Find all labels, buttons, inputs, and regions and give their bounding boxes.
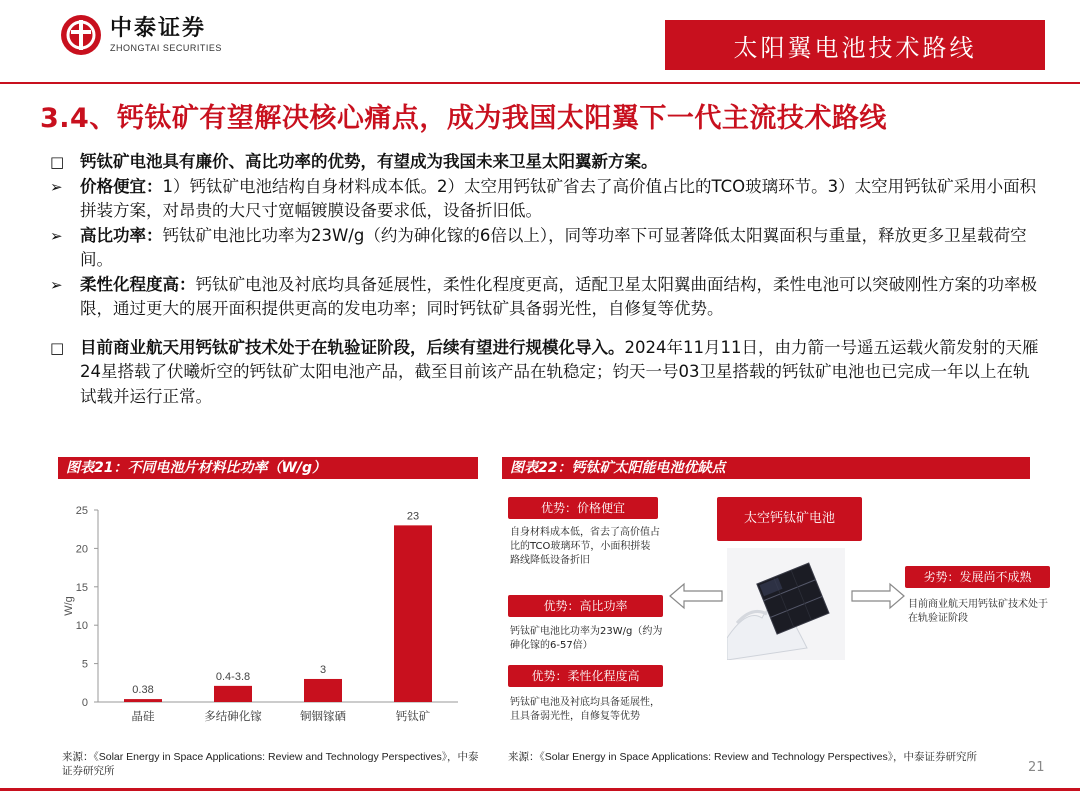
x-tick-label: 多结砷化镓 xyxy=(204,709,262,723)
bar-value-label: 23 xyxy=(406,510,420,523)
advantage-price-desc: 自身材料成本低，省去了高价值占比的TCO玻璃环节，小面积拼装路线降低设备折旧 xyxy=(510,527,660,566)
bar-2 xyxy=(304,679,342,702)
topic-banner: 太阳翼电池技术路线 xyxy=(665,20,1045,70)
disadvantage-desc: 目前商业航天用钙钛矿技术处于在轨验证阶段 xyxy=(908,599,1048,624)
y-tick-label: 20 xyxy=(75,543,88,556)
y-tick-label: 15 xyxy=(75,581,88,594)
sub-bullet-flex-title: 柔性化程度高： xyxy=(80,274,196,294)
page-number: 21 xyxy=(1028,760,1045,775)
perovskite-cell-photo xyxy=(727,548,845,660)
sub-bullet-flex-text: 钙钛矿电池及衬底均具备延展性，柔性化程度更高，适配卫星太阳翼曲面结构，柔性电池可以突破刚性方案的功率极限，通过更大的展开面积提供更高的发电功率；同时钙钛矿具备弱光性，自修复等优势。 xyxy=(80,274,1037,318)
solar-cell-in-hand-icon xyxy=(727,548,845,660)
sub-bullet-power xyxy=(50,224,1040,273)
checkbox-icon: □ xyxy=(50,153,65,171)
arrow-bullet-icon: ➢ xyxy=(50,226,63,245)
footer-divider xyxy=(0,788,1080,791)
checkbox-icon: □ xyxy=(50,338,65,357)
bar-1 xyxy=(214,686,252,702)
y-tick-label: 0 xyxy=(81,697,88,709)
bullet-2 xyxy=(50,336,1040,410)
zhongtai-logo-icon xyxy=(60,14,102,56)
x-tick-label: 铜铟镓硒 xyxy=(300,709,346,723)
advantage-flex-label: 优势：柔性化程度高 xyxy=(508,665,663,687)
right-arrow-icon xyxy=(850,580,906,612)
bar-0 xyxy=(124,699,162,702)
company-logo xyxy=(60,14,222,56)
sub-bullet-price-text: 1）钙钛矿电池结构自身材料成本低。2）太空用钙钛矿省去了高价值占比的TCO玻璃环节。3）太空用钙钛矿采用小面积拼装方案，对昂贵的大尺寸宽幅镀膜设备要求低，设备折旧低。 xyxy=(80,176,1037,220)
bar-value-label: 3 xyxy=(319,663,327,676)
body-text xyxy=(50,150,1040,409)
y-tick-label: 5 xyxy=(81,658,88,671)
advantage-power-desc: 钙钛矿电池比功率为23W/g（约为砷化镓的6-57倍） xyxy=(510,626,663,651)
arrow-bullet-icon: ➢ xyxy=(50,275,63,294)
header-divider xyxy=(0,82,1080,84)
y-tick-label: 10 xyxy=(75,620,88,633)
disadvantage-label: 劣势：发展尚不成熟 xyxy=(905,566,1050,588)
sub-bullet-power-text: 钙钛矿电池比功率为23W/g（约为砷化镓的6倍以上），同等功率下可显著降低太阳翼面积与重量，释放更多卫星载荷空间。 xyxy=(80,225,1027,269)
bullet-2-title: 目前商业航天用钙钛矿技术处于在轨验证阶段，后续有望进行规模化导入。 xyxy=(80,337,625,357)
y-axis-label: W/g xyxy=(63,596,75,616)
bar-value-label: 0.4-3.8 xyxy=(215,670,251,683)
center-label: 太空钙钛矿电池 xyxy=(717,497,862,541)
bar-chart xyxy=(58,490,478,740)
arrow-bullet-icon: ➢ xyxy=(50,177,63,196)
chart-source: 来源：《Solar Energy in Space Applications: Review and Technology Perspectives》，中泰证券研究所 xyxy=(62,751,479,777)
sub-bullet-power-title: 高比功率： xyxy=(80,225,163,245)
bullet-2-text: 2024年11月11日，由力箭一号遥五运载火箭发射的天雁24星搭载了伏曦炘空的钙钛矿太阳电池产品，截至目前该产品在轨稳定；钧天一号03卫星搭载的钙钛矿电池也已完成一年以上在轨试载并运行正常。 xyxy=(80,337,1039,406)
sub-bullet-flex xyxy=(50,273,1040,322)
advantage-flex-desc: 钙钛矿电池及衬底均具备延展性，且具备弱光性，自修复等优势 xyxy=(510,697,660,722)
sub-bullet-price-title: 价格便宜： xyxy=(80,176,163,196)
x-tick-label: 钙钛矿 xyxy=(395,709,431,723)
bar-value-label: 0.38 xyxy=(132,684,154,697)
logo-cn-text: 中泰证券 xyxy=(110,16,207,41)
sub-bullet-price xyxy=(50,175,1040,224)
y-tick-label: 25 xyxy=(75,505,88,517)
left-arrow-icon xyxy=(668,580,724,612)
logo-en-text: ZHONGTAI SECURITIES xyxy=(110,43,222,53)
advantage-power-label: 优势：高比功率 xyxy=(508,595,663,617)
diagram-title: 图表22：钙钛矿太阳能电池优缺点 xyxy=(510,460,726,476)
x-tick-label: 晶硅 xyxy=(131,709,155,723)
bullet-1-text: 钙钛矿电池具有廉价、高比功率的优势，有望成为我国未来卫星太阳翼新方案。 xyxy=(80,152,658,171)
diagram-source: 来源：《Solar Energy in Space Applications: Review and Technology Perspectives》，中泰证券研究所 xyxy=(508,751,978,763)
section-title: 3.4、钙钛矿有望解决核心痛点，成为我国太阳翼下一代主流技术路线 xyxy=(40,103,887,134)
advantage-price-label: 优势：价格便宜 xyxy=(508,497,658,519)
bullet-1 xyxy=(50,150,1040,175)
bar-3 xyxy=(394,525,432,702)
chart-title: 图表21：不同电池片材料比功率（W/g） xyxy=(66,460,327,476)
